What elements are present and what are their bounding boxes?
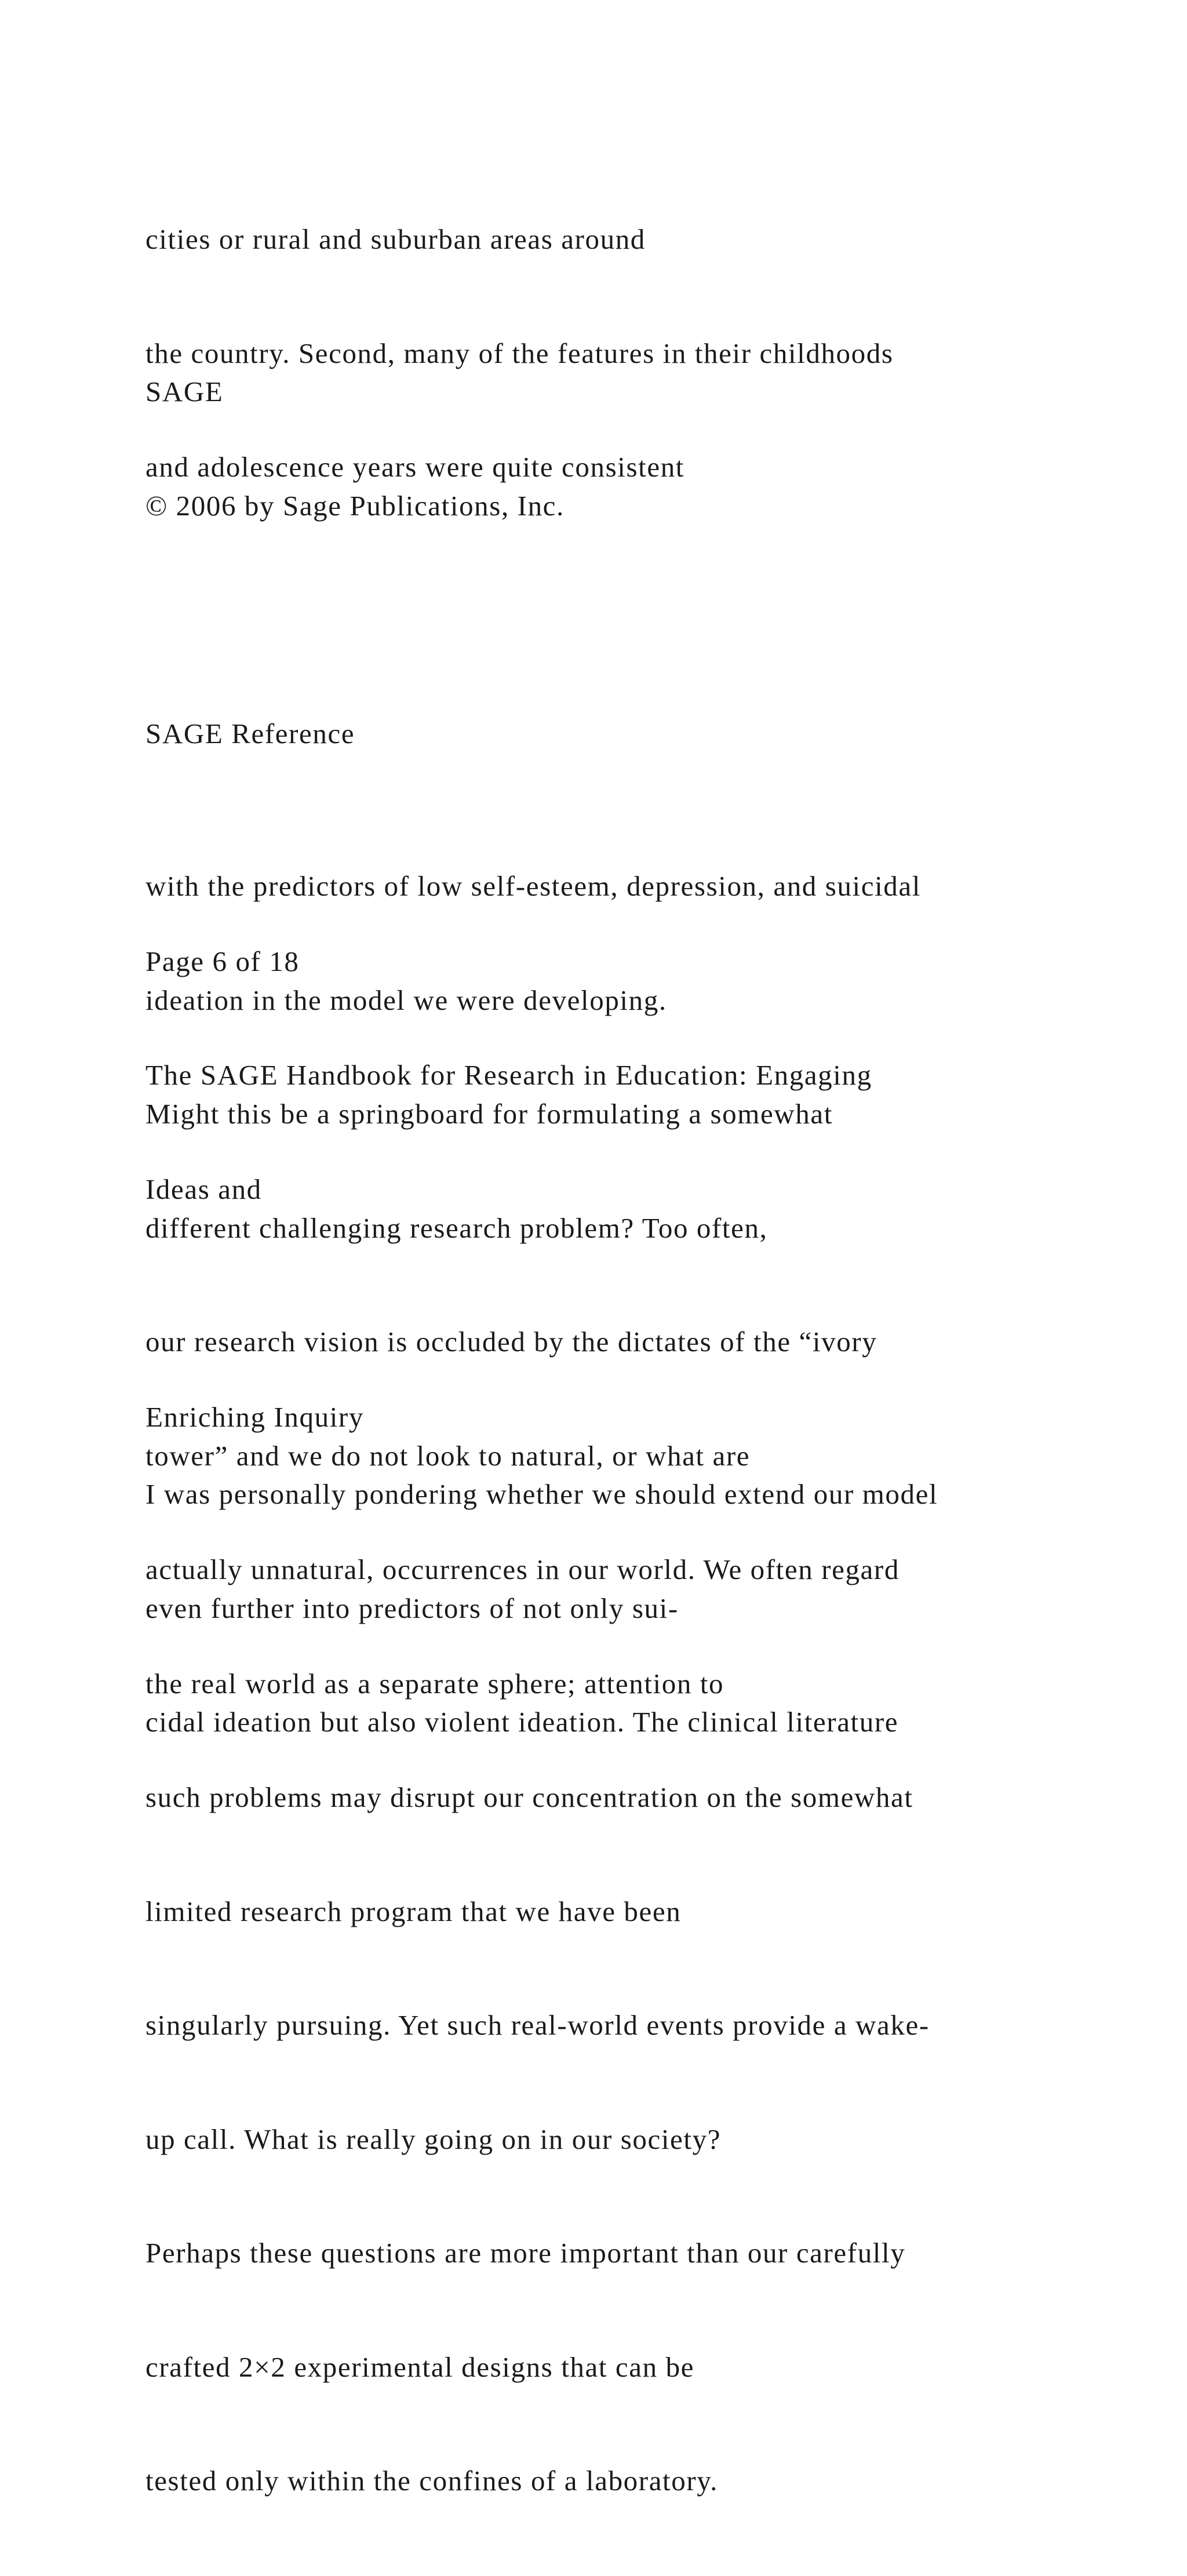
book-title-line: Enriching Inquiry [145,1400,364,1433]
spacer [145,601,872,639]
text-line: limited research program that we have been [145,1895,682,1927]
text-line: ideation in the model we were developing. [145,984,667,1016]
text-line: different challenging research problem? Too often, [145,1211,768,1244]
text-line: our research vision is occluded by the dictates of the “ivory [145,1326,877,1358]
text-line: even further into predictors of not only sui- [145,1592,679,1624]
text-line: with the predictors of low self-esteem, depression, and suicidal [145,870,921,902]
book-title-line: The SAGE Handbook for Research in Education: Engaging [145,1059,872,1091]
copyright-notice: © 2006 by Sage Publications, Inc. [145,489,565,522]
book-title-line: Ideas and [145,1173,262,1205]
text-line: Might this be a springboard for formulating a somewhat [145,1098,833,1130]
text-line: I was personally pondering whether we should extend our model [145,1478,938,1510]
text-line: Perhaps these questions are more important than our carefully [145,2237,906,2269]
page-number: Page 6 of 18 [145,945,300,977]
text-line: actually unnatural, occurrences in our world. We often regard [145,1553,900,1585]
series-name: SAGE Reference [145,717,355,749]
text-line: up call. What is really going on in our society? [145,2123,722,2155]
text-line: singularly pursuing. Yet such real-world events provide a wake- [145,2009,930,2041]
paragraph-next [145,1399,938,1817]
text-line: the country. Second, many of the features in their childhoods [145,337,894,369]
text-line: the real world as a separate sphere; attention to [145,1667,724,1700]
text-line: such problems may disrupt our concentration on the somewhat [145,1781,913,1813]
text-line: tower” and we do not look to natural, or what are [145,1439,751,1472]
text-line: cities or rural and suburban areas around [145,223,646,255]
text-line: crafted 2×2 experimental designs that can be [145,2351,695,2383]
text-line: and adolescence years were quite consistent [145,451,685,483]
text-line: tested only within the confines of a laboratory. [145,2465,719,2497]
publisher-name: SAGE [145,376,224,407]
text-line: cidal ideation but also violent ideation. The clinical literature [145,1706,899,1738]
